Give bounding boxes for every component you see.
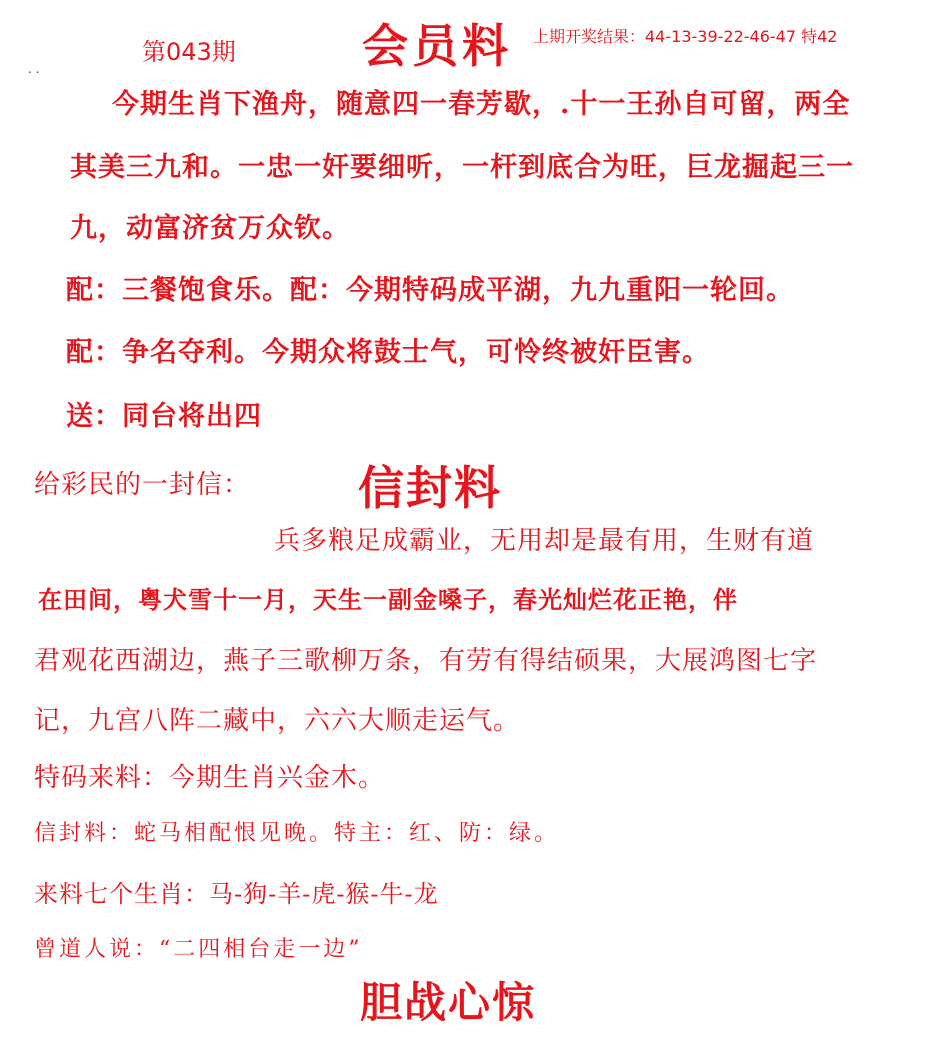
letter-line-4: 记，九宫八阵二藏中，六六大顺走运气。 xyxy=(34,706,521,736)
letter-line-2: 在田间，粤犬雪十一月，天生一副金嗓子，春光灿烂花正艳，伴 xyxy=(38,585,738,614)
letter-title: 信封料 xyxy=(358,461,502,515)
letter-line-3: 君观花西湖边，燕子三歌柳万条，有劳有得结硕果，大展鸿图七字 xyxy=(34,646,818,676)
quote-line: 曾道人说：“二四相台走一边” xyxy=(34,937,363,962)
last-draw-result: 上期开奖结果：44-13-39-22-46-47 特42 xyxy=(533,27,838,46)
member-line-2: 其美三九和。一忠一奸要细听，一杆到底合为旺，巨龙掘起三一 xyxy=(70,152,854,183)
scan-dots: . . xyxy=(28,62,40,76)
envelope-note-line: 信封料：蛇马相配恨见晚。特主：红、防：绿。 xyxy=(34,821,560,846)
zodiac-list-line: 来料七个生肖：马-狗-羊-虎-猴-牛-龙 xyxy=(34,880,439,908)
issue-number: 第043期 xyxy=(142,38,236,66)
member-line-5: 配：争名夺利。今期众将鼓士气，可怜终被奸臣害。 xyxy=(66,337,710,368)
special-code-line: 特码来料：今期生肖兴金木。 xyxy=(34,763,386,793)
member-line-4: 配：三餐饱食乐。配：今期特码成平湖，九九重阳一轮回。 xyxy=(66,275,794,306)
footer-title: 胆战心惊 xyxy=(360,978,537,1027)
member-line-6: 送：同台将出四 xyxy=(66,401,262,432)
letter-intro: 给彩民的一封信： xyxy=(34,470,251,500)
letter-line-1: 兵多粮足成霸业，无用却是最有用，生财有道 xyxy=(274,526,815,556)
page-title: 会员料 xyxy=(362,19,512,73)
member-line-1: 今期生肖下渔舟，随意四一春芳歇，.十一王孙自可留，两全 xyxy=(112,89,851,120)
member-line-3: 九，动富济贫万众钦。 xyxy=(70,213,350,244)
